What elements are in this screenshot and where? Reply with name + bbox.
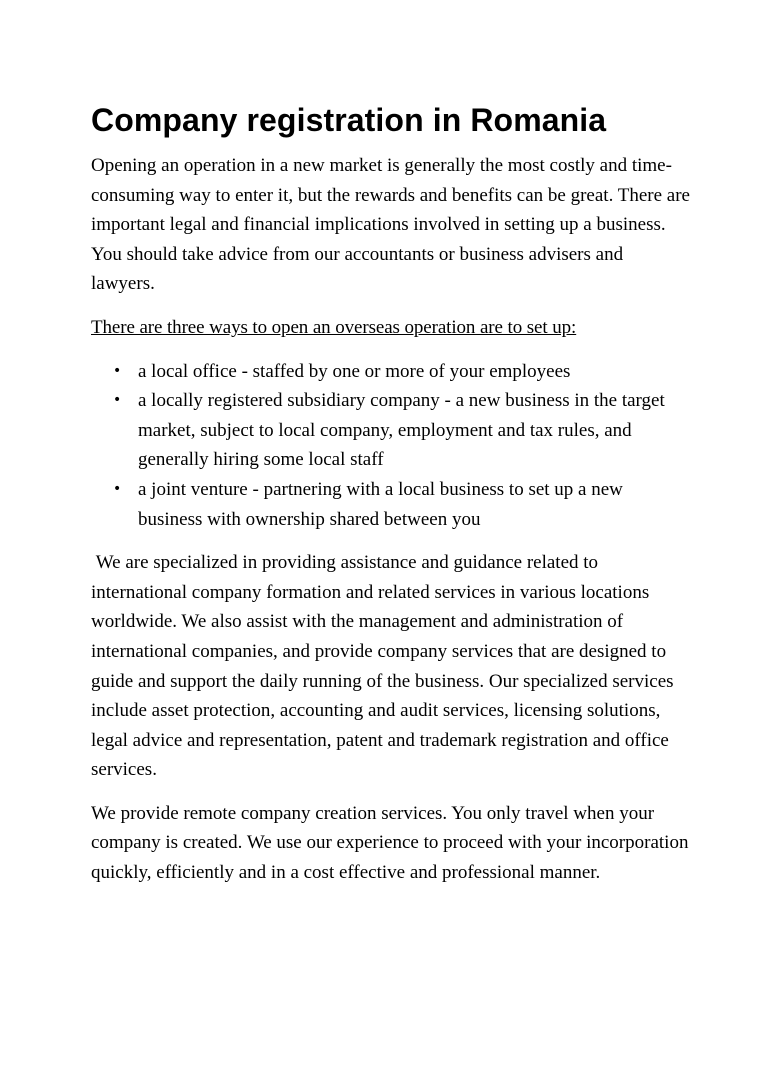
bullet-icon: • xyxy=(113,480,122,497)
list-item xyxy=(91,357,691,387)
document-body xyxy=(91,98,691,888)
list-item-text: a local office - staffed by one or more of your employees xyxy=(138,360,571,382)
bullet-icon: • xyxy=(113,392,122,409)
services-paragraph: We are specialized in providing assistance and guidance related to international company formation and related services in various locations worldwide. We also assist with the management and administration of international companies, and provide company services that are designed to guide and support the daily running of the business. Our specialized services include asset protection, accounting and audit services, licensing solutions, legal advice and representation, patent and trademark registration and office services. xyxy=(91,552,679,781)
remote-paragraph: We provide remote company creation services. You only travel when your company is created. We use our experience to proceed with your incorporation quickly, efficiently and in a cost effective and professional manner. xyxy=(91,802,689,884)
intro-paragraph: Opening an operation in a new market is generally the most costly and time-consuming way to enter it, but the rewards and benefits can be great. There are important legal and financial implications involved in setting up a business. You should take advice from our accountants or business advisers and lawyers. xyxy=(91,155,690,295)
list-item-text: a joint venture - partnering with a local business to set up a new business with ownership shared between you xyxy=(138,478,623,530)
page-title: Company registration in Romania xyxy=(91,102,607,138)
bullet-icon: • xyxy=(113,362,122,379)
list-item xyxy=(91,386,691,475)
list-item xyxy=(91,475,691,534)
list-item-text: a locally registered subsidiary company - a new business in the target market, subject to local company, employment and tax rules, and generally hiring some local staff xyxy=(138,390,665,471)
ways-list xyxy=(91,357,691,535)
ways-subheading: There are three ways to open an overseas operation are to set up: xyxy=(91,316,577,338)
